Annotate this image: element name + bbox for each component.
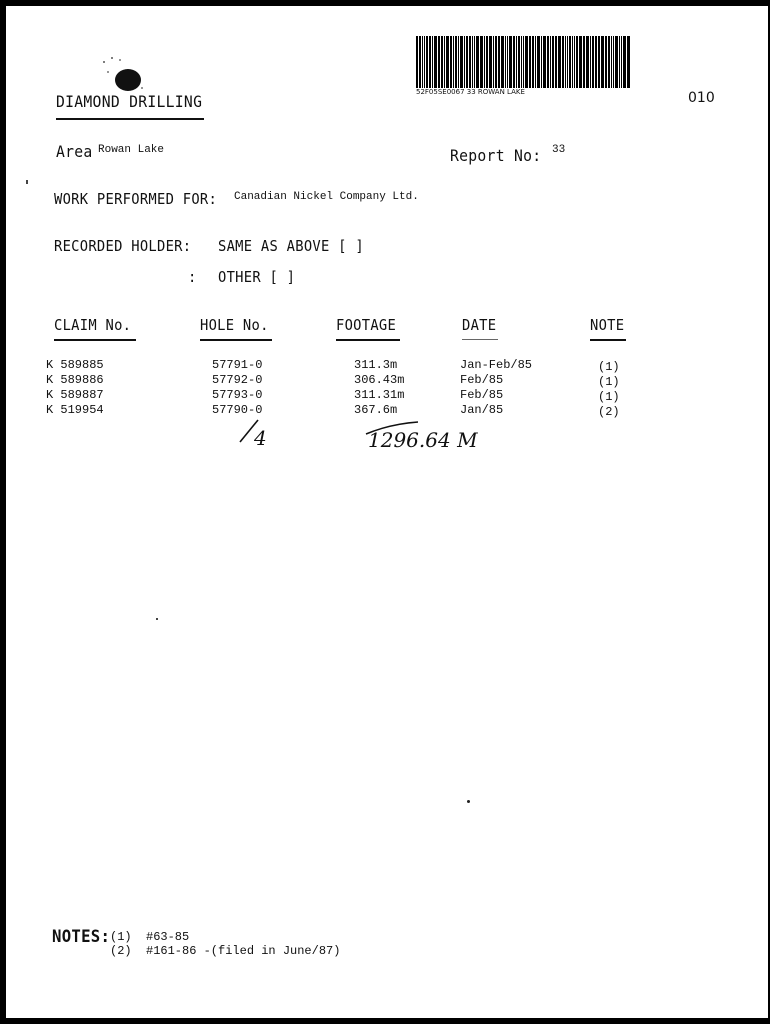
note-1-text: #63-85 bbox=[146, 930, 190, 944]
barcode bbox=[416, 36, 634, 88]
report-value: 33 bbox=[552, 144, 566, 156]
claim-no-cell: K 589887 bbox=[46, 388, 104, 402]
col-date: DATE bbox=[462, 316, 497, 334]
notes-label: NOTES: bbox=[52, 927, 111, 947]
hole-no-cell: 57790-0 bbox=[212, 403, 263, 417]
document-page: DIAMOND DRILLING 52F05SE0067 33 ROWAN LAKE 010 Area Rowan Lake Report No: 33 WORK PERFORMED FOR: Canadian Nickel Company Ltd. RECORDED HOLDER: SAME AS ABOVE [ ] : OTHER [ ] CLAIM No. HOLE No. FOOTAGE DATE NOTE K 589885 57791-0 311.3m Jan-Feb/85 (1) K 589886 57792-0 306.43m Feb/85 (1) K 589887 57793-0 311.31m Feb/85 (1) K 519954 57790-0 367.6m Jan/85 (2) 4 1296.64 M NOTES: (1) #63-85 (2) #161-86 -(filed in June/87) bbox=[6, 6, 768, 1018]
same-as-above-option: SAME AS ABOVE [ ] bbox=[218, 237, 364, 255]
page-code: 010 bbox=[688, 90, 715, 106]
work-performed-label: WORK PERFORMED FOR: bbox=[54, 190, 218, 208]
document-title: DIAMOND DRILLING bbox=[56, 92, 203, 111]
note-cell: (2) bbox=[598, 405, 620, 419]
footage-cell: 367.6m bbox=[354, 403, 398, 417]
area-value: Rowan Lake bbox=[98, 144, 165, 156]
col-hole-no: HOLE No. bbox=[200, 316, 269, 334]
hole-no-cell: 57792-0 bbox=[212, 373, 263, 387]
col-note: NOTE bbox=[590, 316, 625, 334]
work-performed-value: Canadian Nickel Company Ltd. bbox=[234, 191, 419, 203]
claim-no-cell: K 589885 bbox=[46, 358, 104, 372]
hole-count-handwritten: 4 bbox=[254, 426, 267, 450]
barcode-caption: 52F05SE0067 33 ROWAN LAKE bbox=[416, 88, 525, 96]
note-cell: (1) bbox=[598, 360, 620, 374]
note-2-num: (2) bbox=[110, 944, 132, 958]
other-option: OTHER [ ] bbox=[218, 268, 296, 286]
report-label: Report No: bbox=[450, 146, 542, 165]
note-cell: (1) bbox=[598, 375, 620, 389]
footage-total-handwritten: 1296.64 M bbox=[368, 428, 478, 452]
date-cell: Feb/85 bbox=[460, 373, 504, 387]
footage-cell: 306.43m bbox=[354, 373, 405, 387]
note-2-text: #161-86 -(filed in June/87) bbox=[146, 944, 341, 958]
date-cell: Feb/85 bbox=[460, 388, 504, 402]
note-1-num: (1) bbox=[110, 930, 132, 944]
title-underline bbox=[56, 118, 204, 120]
footage-cell: 311.31m bbox=[354, 388, 405, 402]
note-cell: (1) bbox=[598, 390, 620, 404]
date-cell: Jan-Feb/85 bbox=[460, 358, 533, 372]
hole-no-cell: 57791-0 bbox=[212, 358, 263, 372]
col-claim-no: CLAIM No. bbox=[54, 316, 132, 334]
recorded-holder-label: RECORDED HOLDER: bbox=[54, 237, 192, 255]
date-cell: Jan/85 bbox=[460, 403, 504, 417]
col-footage: FOOTAGE bbox=[336, 316, 397, 334]
footage-cell: 311.3m bbox=[354, 358, 398, 372]
claim-no-cell: K 519954 bbox=[46, 403, 104, 417]
claim-no-cell: K 589886 bbox=[46, 373, 104, 387]
hole-no-cell: 57793-0 bbox=[212, 388, 263, 402]
area-label: Area bbox=[56, 142, 93, 161]
